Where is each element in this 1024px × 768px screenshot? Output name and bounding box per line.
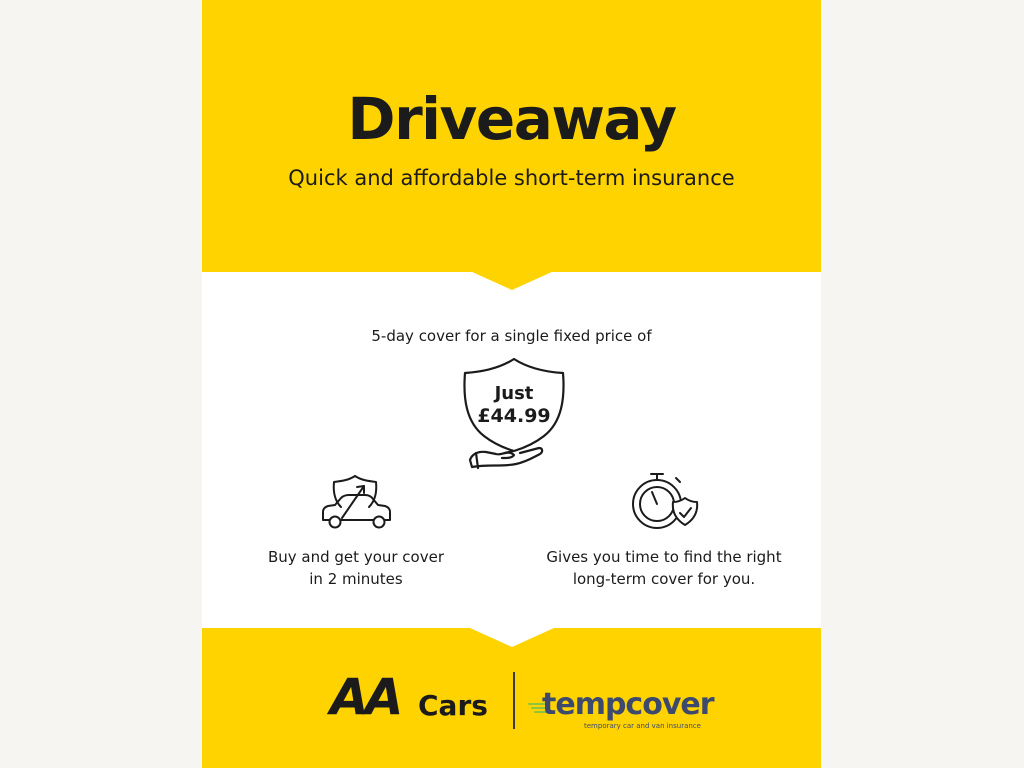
shield-hand-icon <box>458 356 570 472</box>
feature-1-line-2: in 2 minutes <box>309 570 403 588</box>
logo-divider <box>513 672 515 729</box>
page-title: Driveaway <box>347 85 676 153</box>
feature-1-line-1: Buy and get your cover <box>267 548 445 566</box>
car-shield-icon <box>319 470 393 532</box>
header-notch <box>470 271 554 290</box>
feature-2-line-1: Gives you time to find the right <box>546 548 782 566</box>
footer-logos <box>202 668 821 738</box>
price-value: £44.99 <box>477 405 551 427</box>
feature-quick-purchase <box>231 470 481 590</box>
feature-2-line-2: long-term cover for you. <box>572 570 756 588</box>
advert-card <box>202 0 821 768</box>
feature-flexible-time <box>539 470 789 590</box>
price-prefix: Just <box>494 383 534 404</box>
footer-notch <box>470 628 554 647</box>
price-intro: 5-day cover for a single fixed price of <box>371 327 652 345</box>
tempcover-tagline: temporary car and van insurance <box>584 722 701 730</box>
page-subtitle: Quick and affordable short-term insurance <box>288 166 735 190</box>
stopwatch-shield-icon <box>627 470 701 532</box>
aa-logo: AA <box>330 668 400 726</box>
aa-cars-label: Cars <box>418 689 488 722</box>
tempcover-logo <box>528 688 728 736</box>
tempcover-wordmark: tempcover <box>542 687 714 722</box>
